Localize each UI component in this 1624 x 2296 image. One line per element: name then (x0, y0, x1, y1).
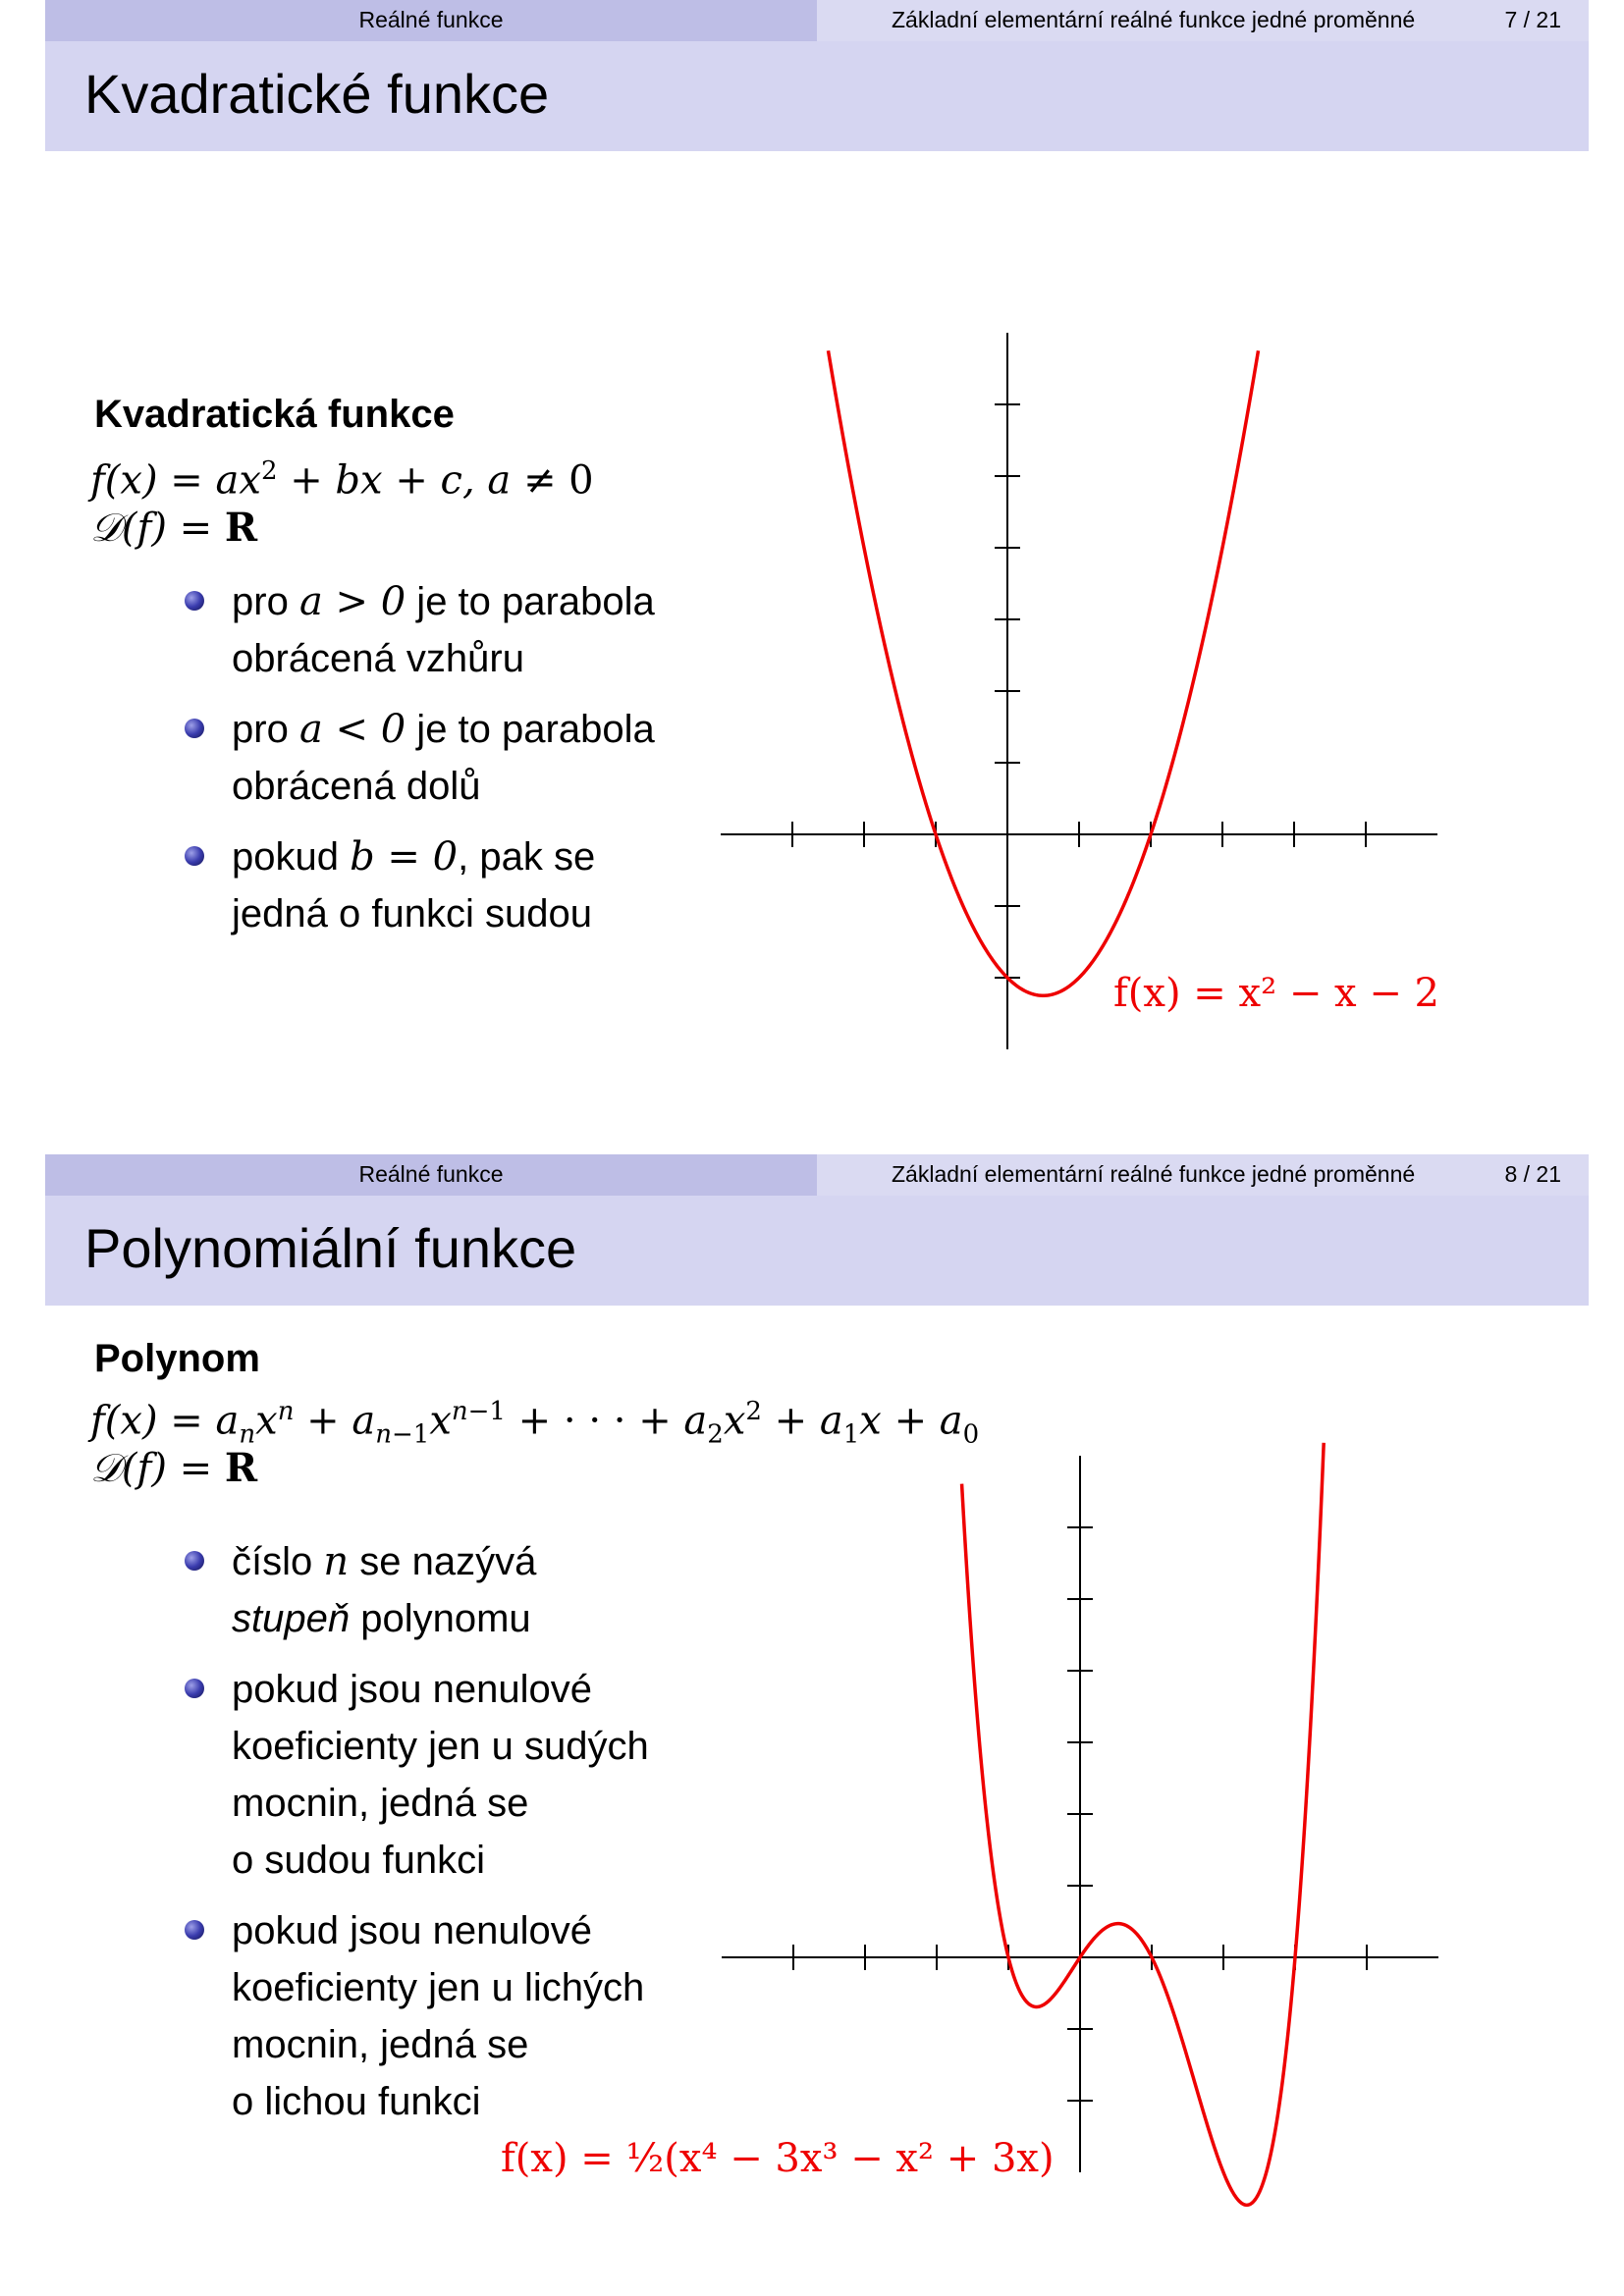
function-curve (962, 1443, 1325, 2206)
page-number: 8 / 21 (1504, 1161, 1561, 1187)
list-item: číslo n se nazývá stupeň polynomu (137, 1533, 766, 1647)
list-item: pro a < 0 je to parabola obrácená dolů (137, 701, 766, 815)
domain-lhs: 𝒟(f) = (90, 1446, 213, 1491)
frame-title: Kvadratické funkce (84, 63, 550, 125)
slide-7 (45, 0, 1589, 1101)
formula: $f(x) = a_nx^n + a_{n-1}x^{n-1}$ + · · · + $a_2x^2 + a_1x + a_0$ (90, 1397, 980, 1450)
list-item: pro a > 0 je to parabola obrácená vzhůru (137, 573, 766, 687)
list-item: pokud jsou nenulové koeficienty jen u sudých mocnin, jedná se o sudou funkci (137, 1661, 766, 1889)
list-item: pokud b = 0, pak se jedná o funkci sudou (137, 828, 766, 942)
domain-lhs: 𝒟(f) = (90, 506, 213, 551)
domain-rhs: R (224, 1445, 258, 1491)
function-label: f(x) = ½(x⁴ − 3x³ − x² + 3x) (501, 2136, 1055, 2181)
header-section: Reálné funkce (45, 0, 817, 41)
formula: $f(x) = ax^2$ + bx + c, a ≠ 0 (90, 456, 594, 504)
block-title: Kvadratická funkce (94, 393, 455, 436)
slide-8 (45, 1154, 1589, 2256)
polynomial-plot (45, 1154, 1589, 2256)
domain-rhs: R (224, 505, 258, 551)
list-item: pokud jsou nenulové koeficienty jen u lichých mocnin, jedná se o lichou funkci (137, 1902, 766, 2130)
function-label: f(x) = x² − x − 2 (1112, 971, 1439, 1016)
frame-title: Polynomiální funkce (84, 1217, 577, 1279)
header-section: Reálné funkce (45, 1154, 817, 1196)
function-curve (829, 350, 1259, 995)
page-number: 7 / 21 (1504, 7, 1561, 32)
block-title: Polynom (94, 1337, 260, 1380)
header-subtitle: Základní elementární reálné funkce jedné proměnné (892, 7, 1416, 32)
quadratic-plot (45, 0, 1589, 1101)
header-subtitle: Základní elementární reálné funkce jedné proměnné (892, 1161, 1416, 1187)
